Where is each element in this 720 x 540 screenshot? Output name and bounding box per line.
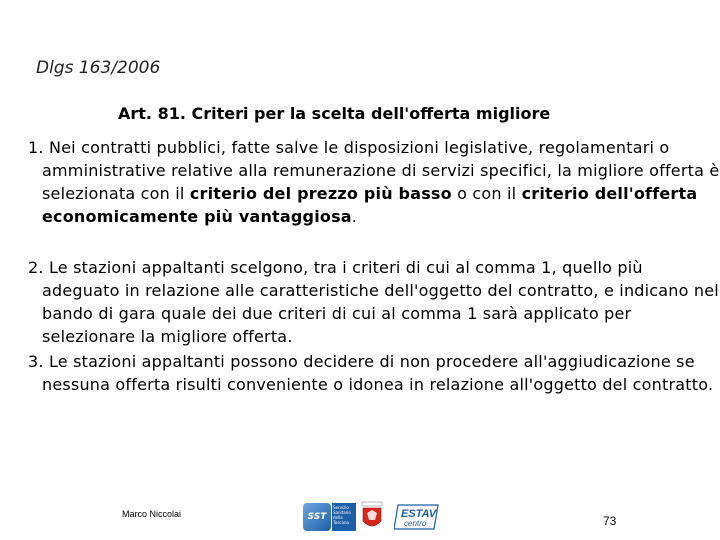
regione-toscana-logo	[360, 501, 384, 533]
sst-logo-text: SST	[307, 512, 327, 522]
document-header-title: Dlgs 163/2006	[36, 58, 161, 78]
estav-logo-graphic	[394, 503, 440, 531]
paragraph-1-bold-a: criterio del prezzo più basso	[189, 184, 452, 203]
paragraph-1-bold-b: criterio dell'offerta economicamente più vantaggiosa	[42, 184, 698, 226]
paragraph-1	[28, 136, 720, 228]
estav-logo-text: ESTAV	[401, 508, 437, 520]
sst-caption-logo: Servizio Sanitario della Toscana	[332, 503, 356, 531]
sst-logo	[303, 503, 331, 531]
paragraph-3: 3. Le stazioni appaltanti possono decidere di non procedere all'aggiudicazione se nessuna offerta risulti conveniente o idonea in relazione all'oggetto del contratto.	[28, 352, 714, 394]
estav-logo-subtext: centro	[404, 519, 427, 528]
footer-author: Marco Niccolai	[122, 509, 182, 519]
estav-logo	[394, 503, 440, 531]
article-title: Art. 81. Criteri per la scelta dell'offerta migliore	[118, 104, 551, 123]
paragraph-2: 2. Le stazioni appaltanti scelgono, tra i criteri di cui al comma 1, quello più adeguato in relazione alle caratteristiche dell'oggetto del contratto, e indicano nel bando di gara quale dei due criteri di cui al comma 1 sarà applicato per selezionare la migliore offerta.	[28, 258, 719, 346]
paragraph-1-text-c: .	[351, 207, 358, 226]
page-number: 73	[603, 514, 617, 528]
paragraph-1-text-b: o con il	[451, 184, 522, 203]
regione-toscana-emblem-icon	[360, 501, 384, 533]
paragraph-1-text-a: 1. Nei contratti pubblici, fatte salve le disposizioni legislative, regolamentari o amministrative relative alla remunerazione di servizi specifici, la migliore offerta è selezionata con il	[28, 138, 720, 203]
